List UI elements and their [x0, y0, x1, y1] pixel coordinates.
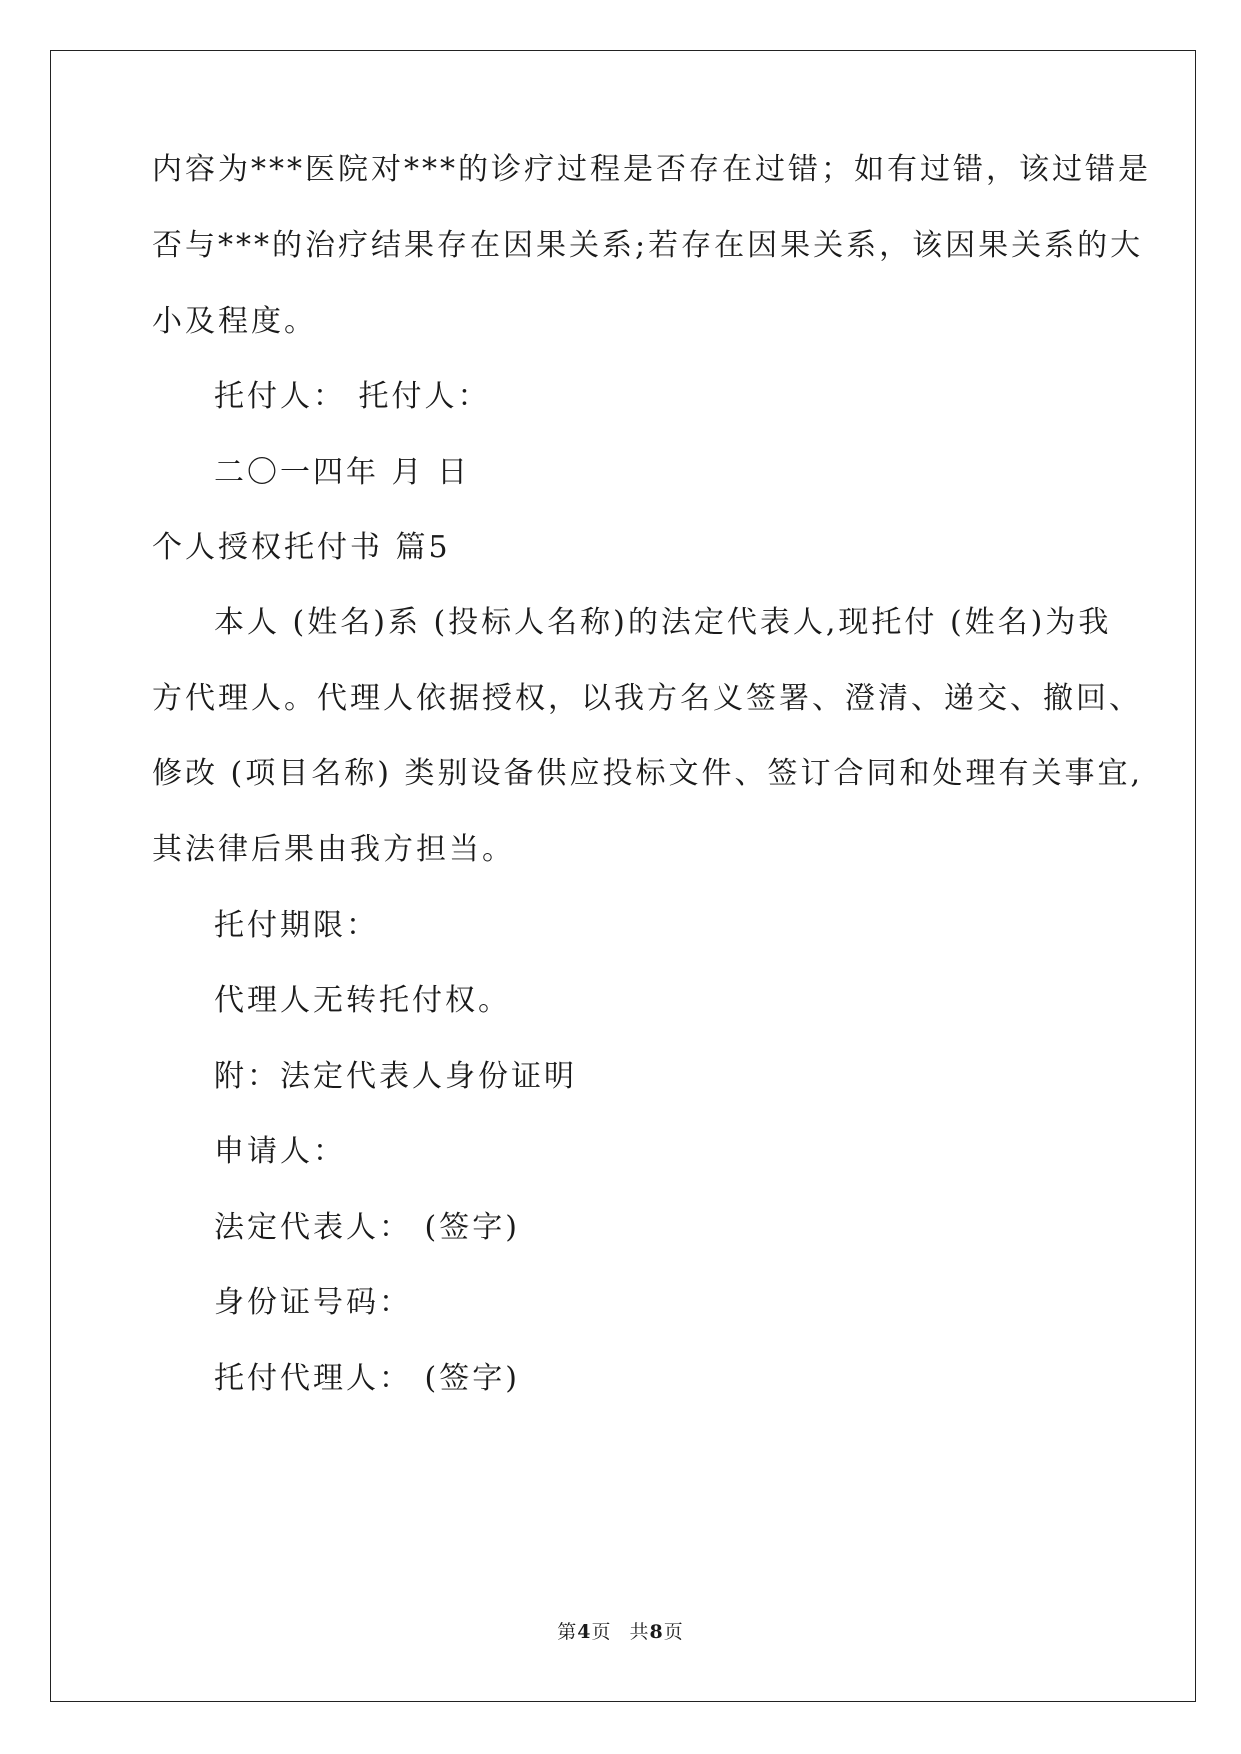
body-line-2: 否与***的治疗结果存在因果关系;若存在因果关系，该因果关系的大	[152, 228, 1144, 263]
applicant-line: 申请人：	[214, 1134, 346, 1169]
footer-page-number: 4	[577, 1621, 592, 1643]
page-footer	[0, 1620, 1241, 1644]
signatories-line: 托付人： 托付人：	[214, 379, 491, 414]
footer-total-pages: 8	[649, 1621, 664, 1643]
page-border	[50, 50, 1196, 1702]
body-line-3: 小及程度。	[152, 304, 317, 339]
term-line: 托付期限：	[214, 908, 379, 943]
footer-total-suffix: 页	[663, 1621, 684, 1643]
section-heading: 个人授权托付书 篇5	[152, 530, 451, 565]
footer-page-prefix: 第	[557, 1621, 578, 1643]
agent-signature-line: 托付代理人： (签字)	[214, 1361, 520, 1396]
body-line-7: 本人 (姓名)系 (投标人名称)的法定代表人,现托付 (姓名)为我	[214, 605, 1112, 640]
body-line-9: 修改 (项目名称) 类别设备供应投标文件、签订合同和处理有关事宜,	[152, 756, 1144, 791]
legal-rep-signature-line: 法定代表人： (签字)	[214, 1210, 520, 1245]
footer-page-suffix: 页	[591, 1621, 612, 1643]
body-line-10: 其法律后果由我方担当。	[152, 832, 515, 867]
body-line-8: 方代理人。代理人依据授权，以我方名义签署、澄清、递交、撤回、	[152, 681, 1142, 716]
attachment-line: 附：法定代表人身份证明	[214, 1059, 577, 1094]
id-number-line: 身份证号码：	[214, 1285, 412, 1320]
body-line-1: 内容为***医院对***的诊疗过程是否存在过错；如有过错，该过错是	[152, 152, 1151, 187]
footer-total-prefix: 共	[629, 1621, 650, 1643]
date-line: 二〇一四年 月 日	[214, 455, 471, 490]
no-subdelegation-line: 代理人无转托付权。	[214, 983, 511, 1018]
